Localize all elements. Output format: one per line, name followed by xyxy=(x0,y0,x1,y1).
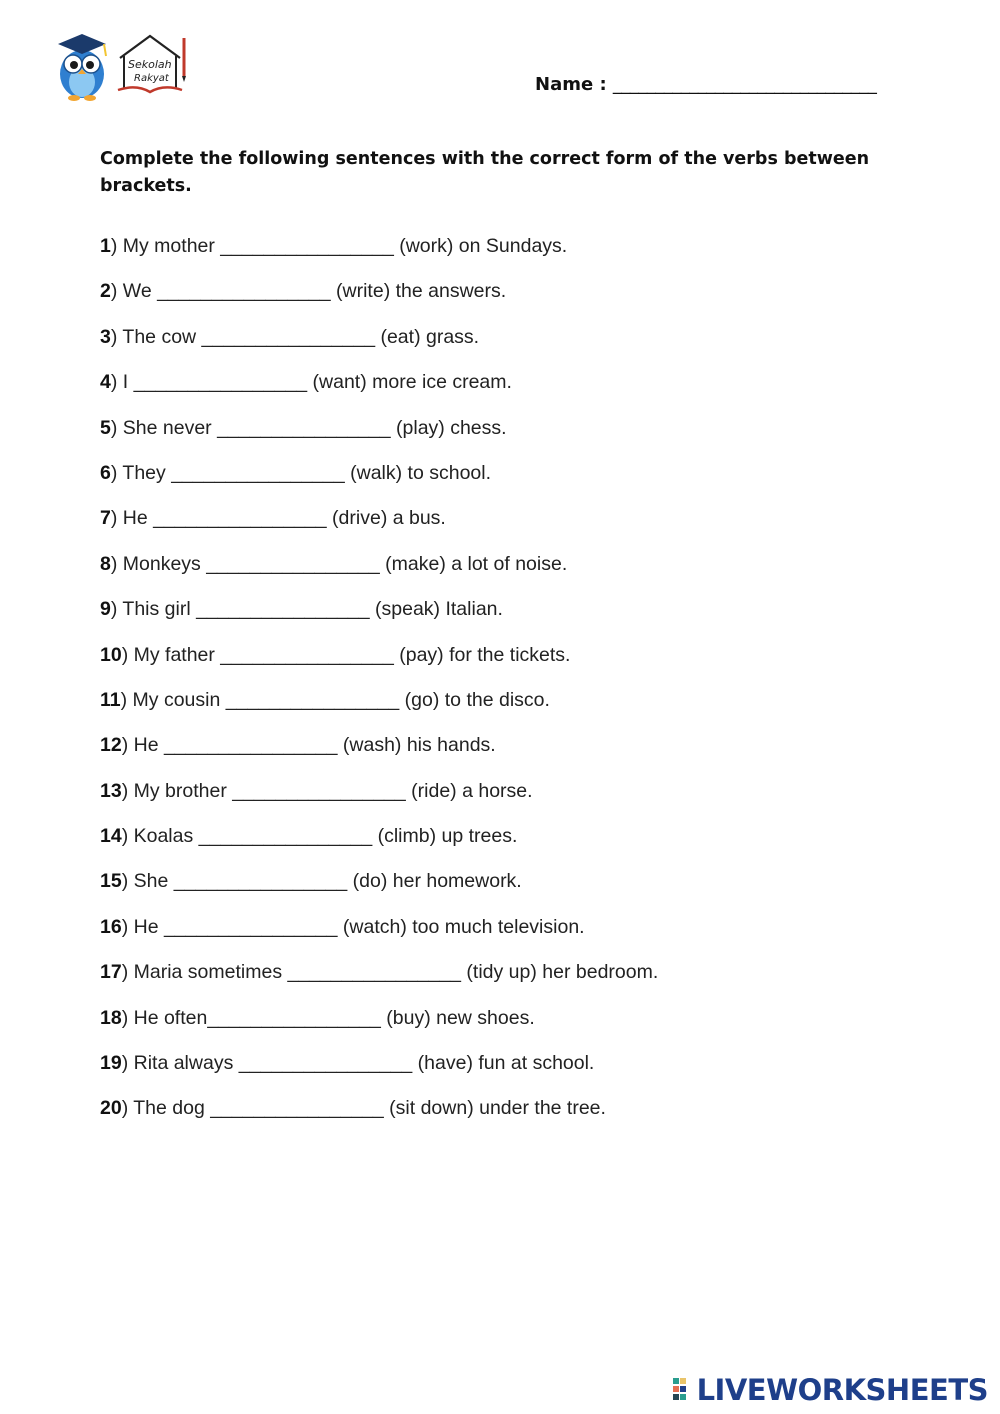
question-item xyxy=(100,1002,920,1047)
question-item xyxy=(100,412,920,457)
question-item xyxy=(100,1047,920,1092)
question-text[interactable]: ) Rita always ________________ (have) fun at school. xyxy=(121,1052,595,1075)
liveworksheets-wordmark: LIVEWORKSHEETS xyxy=(696,1373,988,1407)
liveworksheets-logo-icon xyxy=(672,1376,694,1404)
question-text[interactable]: ) She never ________________ (play) chess. xyxy=(110,416,507,439)
question-number: 3 xyxy=(100,325,111,348)
question-item xyxy=(100,548,920,593)
name-blank[interactable]: _______________________________ xyxy=(612,74,877,95)
question-text[interactable]: ) My brother ________________ (ride) a horse. xyxy=(121,779,533,802)
question-item xyxy=(100,639,920,684)
question-number: 2 xyxy=(100,280,111,303)
svg-text:Rakyat: Rakyat xyxy=(134,73,169,84)
question-item xyxy=(100,729,920,774)
question-number: 1 xyxy=(100,235,111,257)
question-number: 13 xyxy=(100,779,122,802)
question-text[interactable]: ) Monkeys ________________ (make) a lot of noise. xyxy=(110,552,568,575)
question-text[interactable]: ) She ________________ (do) her homework. xyxy=(121,870,522,893)
question-item xyxy=(100,366,920,411)
question-number: 5 xyxy=(100,416,111,439)
instructions: Complete the following sentences with the correct form of the verbs between brackets. xyxy=(100,149,870,196)
question-text[interactable]: ) This girl ________________ (speak) Italian. xyxy=(110,598,503,621)
question-number: 17 xyxy=(100,961,122,984)
question-number: 6 xyxy=(100,461,111,484)
question-text[interactable]: ) Koalas ________________ (climb) up trees. xyxy=(121,825,518,848)
question-text[interactable]: ) He ________________ (wash) his hands. xyxy=(121,734,496,757)
liveworksheets-brand xyxy=(672,1372,988,1408)
question-item xyxy=(100,956,920,1001)
question-text[interactable]: ) The dog ________________ (sit down) under the tree. xyxy=(121,1097,606,1120)
question-item xyxy=(100,593,920,638)
sekolah-rakyat-logo xyxy=(52,26,192,104)
question-number: 20 xyxy=(100,1097,122,1120)
question-number: 4 xyxy=(100,371,111,394)
question-number: 14 xyxy=(100,825,122,848)
sekolah-rakyat-house-icon xyxy=(118,36,186,92)
question-item xyxy=(100,321,920,366)
question-number: 7 xyxy=(100,507,111,530)
question-text[interactable]: ) My cousin ________________ (go) to the disco. xyxy=(120,688,550,711)
question-item xyxy=(100,865,920,910)
question-item xyxy=(100,275,920,320)
question-text[interactable]: ) I ________________ (want) more ice cream. xyxy=(110,371,512,394)
question-text[interactable]: ) He often________________ (buy) new shoes. xyxy=(121,1006,535,1029)
question-number: 15 xyxy=(100,870,122,893)
question-number: 11 xyxy=(100,688,121,711)
question-text[interactable]: ) My mother ________________ (work) on Sundays. xyxy=(110,235,568,257)
question-text[interactable]: ) The cow ________________ (eat) grass. xyxy=(110,325,480,348)
question-text[interactable]: ) We ________________ (write) the answers. xyxy=(110,280,507,303)
question-item xyxy=(100,684,920,729)
question-number: 16 xyxy=(100,915,122,938)
question-number: 19 xyxy=(100,1052,122,1075)
question-text[interactable]: ) He ________________ (watch) too much television. xyxy=(121,915,585,938)
question-item xyxy=(100,775,920,820)
question-text[interactable]: ) My father ________________ (pay) for the tickets. xyxy=(121,643,571,666)
question-text[interactable]: ) Maria sometimes ________________ (tidy up) her bedroom. xyxy=(121,961,659,984)
question-item xyxy=(100,457,920,502)
question-number: 10 xyxy=(100,643,122,666)
question-item xyxy=(100,230,920,275)
name-field xyxy=(535,74,876,95)
owl-mascot-icon xyxy=(58,34,106,101)
question-item xyxy=(100,820,920,865)
question-number: 8 xyxy=(100,552,111,575)
question-list xyxy=(100,230,920,1138)
question-text[interactable]: ) He ________________ (drive) a bus. xyxy=(110,507,446,530)
question-item xyxy=(100,911,920,956)
question-item xyxy=(100,502,920,547)
svg-text:Sekolah: Sekolah xyxy=(128,58,172,71)
question-item xyxy=(100,1092,920,1137)
question-text[interactable]: ) They ________________ (walk) to school. xyxy=(110,461,492,484)
question-number: 12 xyxy=(100,734,122,757)
name-label: Name : xyxy=(535,74,607,95)
question-number: 18 xyxy=(100,1006,122,1029)
question-number: 9 xyxy=(100,598,111,621)
